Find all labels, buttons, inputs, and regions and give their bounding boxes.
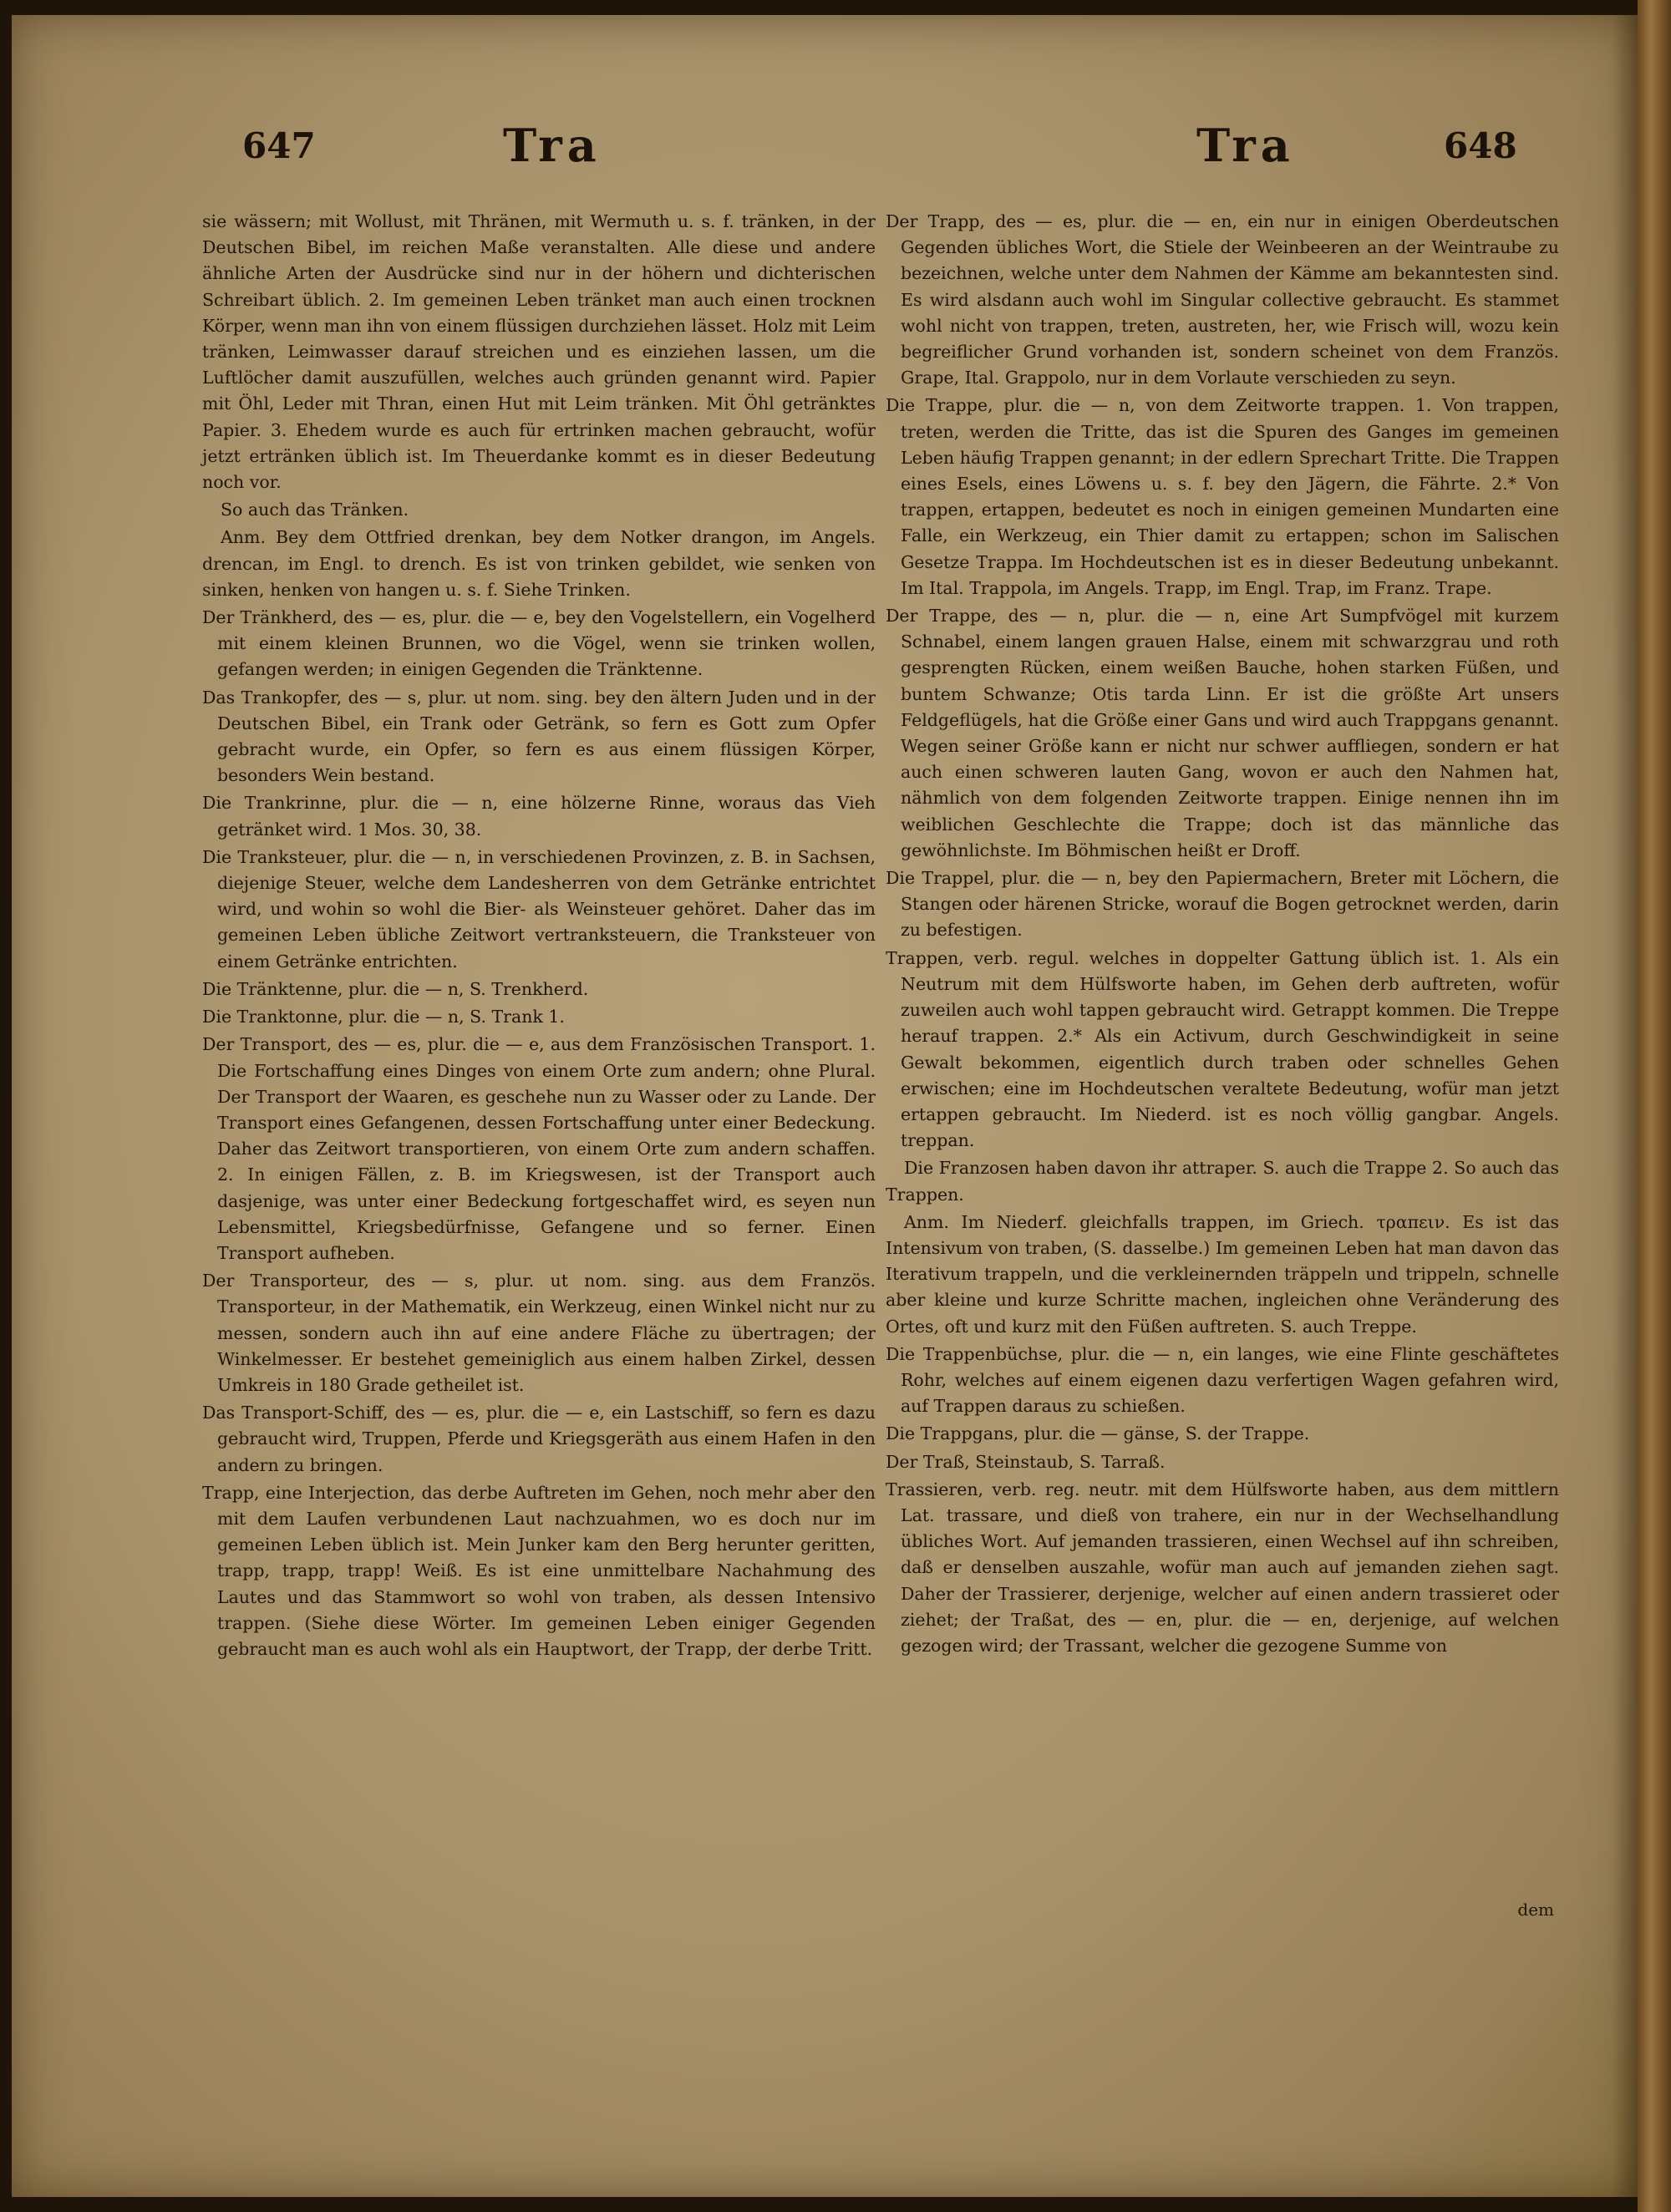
left-paragraph: So auch das Tränken.: [221, 500, 409, 520]
right-running-head: Tra: [1196, 119, 1295, 172]
dictionary-entry: Der Trappe, des — n, plur. die — n, eine Art Sumpfvögel mit kurzem Schnabel, einem langen grauen Halse, einem mit schwarzgrau und roth gesprengten Rücken, einem weißen Bauche, hohen starken Füßen, und buntem Schwanze; Otis tarda Linn. Er ist die größte Art unsers Feldgeflügels, hat die Größe einer Gans und wird auch Trappgans genannt. Wegen seiner Größe kann er nicht nur schwer auffliegen, sondern er hat auch einen schweren lauten Gang, wovon er auch den Nahmen hat, nähmlich von dem folgenden Zeitworte trappen. Einige nennen ihn im weiblichen Geschlechte die Trappe; doch ist das männliche das gewöhnlichste. Im Böhmischen heißt er Droff.: [886, 606, 1559, 860]
dictionary-entry: Die Trappenbüchse, plur. die — n, ein langes, wie eine Flinte geschäftetes Rohr, welches auf einem eigenen dazu verfertigen Wagen gefahren wird, auf Trappen daraus zu schießen.: [886, 1343, 1559, 1417]
gutter-shadow: [1613, 15, 1641, 2197]
dictionary-entry: Der Tränkherd, des — es, plur. die — e, bey den Vogelstellern, ein Vogelherd mit einem kleinen Brunnen, wo die Vögel, wenn sie trinken wollen, gefangen werden; in einigen Gegenden die Tränktenne.: [202, 607, 876, 680]
left-column: [202, 209, 876, 1664]
dictionary-entry: Die Tränktenne, plur. die — n, S. Trenkherd.: [202, 978, 589, 999]
right-column: [886, 209, 1559, 1661]
dictionary-entry: Trappen, verb. regul. welches in doppelter Gattung üblich ist. 1. Als ein Neutrum mit dem Hülfsworte haben, im Gehen derb auftreten, wofür zuweilen auch wohl tappen gebraucht wird. Getrappt kommen. Die Treppe herauf trappen. 2.* Als ein Activum, durch Geschwindigkeit in seine Gewalt bekommen, eigentlich durch traben oder schnelles Gehen erwischen; eine im Hochdeutschen veraltete Bedeutung, wofür man jetzt ertappen gebraucht. Im Niederd. ist es noch völlig gangbar. Angels. treppan.: [886, 947, 1559, 1151]
right-page-number: 648: [1444, 125, 1517, 166]
left-paragraph: sie wässern; mit Wollust, mit Thränen, mit Wermuth u. s. f. tränken, in der Deutschen Bibel, im reichen Maße veranstalten. Alle diese und andere ähnliche Arten der Ausdrücke sind nur in der höhern und dichterischen Schreibart üblich. 2. Im gemeinen Leben tränket man auch einen trocknen Körper, wenn man ihn von einem flüssigen durchziehen lässet. Holz mit Leim tränken, Leimwasser darauf streichen und es einziehen lassen, um die Luftlöcher damit auszufüllen, welches auch gründen genannt wird. Papier mit Öhl, Leder mit Thran, einen Hut mit Leim tränken. Mit Öhl getränktes Papier. 3. Ehedem wurde es auch für ertrinken machen gebraucht, wofür jetzt ertränken üblich ist. Im Theuerdanke kommt es in dieser Bedeutung noch vor.: [202, 211, 876, 493]
left-running-head: Tra: [503, 119, 602, 172]
dictionary-entry: Der Traß, Steinstaub, S. Tarraß.: [886, 1451, 1166, 1472]
left-paragraph: Anm. Bey dem Ottfried drenkan, bey dem Notker drangon, im Angels. drencan, im Engl. to drench. Es ist von trinken gebildet, wie senken von sinken, henken von hangen u. s. f. Siehe Trinken.: [202, 527, 876, 600]
dictionary-entry: Der Transporteur, des — s, plur. ut nom. sing. aus dem Französ. Transporteur, in der Mathematik, ein Werkzeug, einen Winkel nicht nur zu messen, sondern auch ihn auf eine andere Fläche zu übertragen; der Winkelmesser. Er bestehet gemeiniglich aus einem halben Zirkel, dessen Umkreis in 180 Grade getheilet ist.: [202, 1271, 876, 1395]
dictionary-entry: Die Tranksteuer, plur. die — n, in verschiedenen Provinzen, z. B. in Sachsen, diejenige Steuer, welche dem Landesherren von dem Getränke entrichtet wird, und wohin so wohl die Bier- als Weinsteuer gehöret. Daher das im gemeinen Leben übliche Zeitwort vertranksteuern, die Tranksteuer von einem Getränke entrichten.: [202, 846, 876, 972]
left-page-number: 647: [242, 125, 316, 166]
right-paragraph: Die Franzosen haben davon ihr attraper. S. auch die Trappe 2. So auch das Trappen.: [886, 1158, 1559, 1205]
dictionary-entry: Das Trankopfer, des — s, plur. ut nom. sing. bey den ältern Juden und in der Deutschen Bibel, ein Trank oder Getränk, so fern es Gott zum Opfer gebracht wurde, ein Opfer, so fern es aus einem flüssigen Körper, besonders Wein bestand.: [202, 687, 876, 786]
dictionary-entry: Das Transport-Schiff, des — es, plur. die — e, ein Lastschiff, so fern es dazu gebraucht wird, Truppen, Pferde und Kriegsgeräth aus einem Hafen in den andern zu bringen.: [202, 1403, 876, 1475]
dictionary-entry: Trassieren, verb. reg. neutr. mit dem Hülfsworte haben, aus dem mittlern Lat. trassare, und dieß von trahere, ein nur in der Wechselhandlung übliches Wort. Auf jemanden trassieren, einen Wechsel auf ihn schreiben, daß er denselben auszahle, wofür man auch auf jemanden ziehen sagt. Daher der Trassierer, derjenige, welcher auf einen andern trassieret oder ziehet; der Traßat, des — en, plur. die — en, derjenige, auf welchen gezogen wird; der Trassant, welcher die gezogene Summe von: [886, 1479, 1559, 1656]
dictionary-entry: Die Tranktonne, plur. die — n, S. Trank 1.: [202, 1007, 565, 1027]
dictionary-entry: Die Trappgans, plur. die — gänse, S. der Trappe.: [886, 1423, 1310, 1444]
dictionary-entry: Der Transport, des — es, plur. die — e, aus dem Französischen Transport. 1. Die Fortschaffung eines Dinges von einem Orte zum andern; ohne Plural. Der Transport der Waaren, es geschehe nun zu Wasser oder zu Lande. Der Transport eines Gefangenen, dessen Fortschaffung unter einer Bedeckung. Daher das Zeitwort transportieren, von einem Orte zum andern schaffen. 2. In einigen Fällen, z. B. im Kriegswesen, ist der Transport auch dasjenige, was unter einer Bedeckung fortgeschaffet wird, es seyen nun Lebensmittel, Kriegsbedürfnisse, Gefangene und so ferner. Einen Transport aufheben.: [202, 1034, 876, 1263]
book-spine: [1638, 0, 1671, 2212]
dictionary-entry: Trapp, eine Interjection, das derbe Auftreten im Gehen, noch mehr aber den mit dem Laufen verbundenen Laut nachzuahmen, wo es doch nur im gemeinen Leben üblich ist. Mein Junker kam den Berg herunter geritten, trapp, trapp, trapp! Weiß. Es ist eine unmittelbare Nachahmung des Lautes und das Stammwort so wohl von traben, als dessen Intensivo trappen. (Siehe diese Wörter. Im gemeinen Leben einiger Gegenden gebraucht man es auch wohl als ein Hauptwort, der Trapp, der derbe Tritt.: [202, 1482, 876, 1659]
catchword: dem: [1517, 1900, 1554, 1920]
right-paragraph: Anm. Im Niederf. gleichfalls trappen, im Griech. τραπειν. Es ist das Intensivum von traben, (S. dasselbe.) Im gemeinen Leben hat man davon das Iterativum trappeln, und die verkleinernden träppeln und trippeln, schnelle aber kleine und kurze Schritte machen, ingleichen ohne Veränderung des Ortes, oft und kurz mit den Füßen auftreten. S. auch Treppe.: [886, 1211, 1559, 1337]
dictionary-entry: Die Trappel, plur. die — n, bey den Papiermachern, Breter mit Löchern, die Stangen oder härenen Stricke, worauf die Bogen getrocknet werden, darin zu befestigen.: [886, 868, 1559, 941]
dictionary-entry: Die Trappe, plur. die — n, von dem Zeitworte trappen. 1. Von trappen, treten, werden die Tritte, das ist die Spuren des Ganges im gemeinen Leben häufig Trappen genannt; in der edlern Sprechart Tritte. Die Trappen eines Esels, eines Löwens u. s. f. bey den Jägern, die Fährte. 2.* Von trappen, ertappen, bedeutet es noch in einigen gemeinen Mundarten eine Falle, ein Werkzeug, ein Thier damit zu ertappen; schon im Salischen Gesetze Trappa. Im Hochdeutschen ist es in dieser Bedeutung unbekannt. Im Ital. Trappola, im Angels. Trapp, im Engl. Trap, im Franz. Trape.: [886, 395, 1559, 598]
dictionary-entry: Der Trapp, des — es, plur. die — en, ein nur in einigen Oberdeutschen Gegenden übliches Wort, die Stiele der Weinbeeren an der Weintraube zu bezeichnen, welche unter dem Nahmen der Kämme am bekanntesten sind. Es wird alsdann auch wohl im Singular collective gebraucht. Es stammet wohl nicht von trappen, treten, austreten, her, wie Frisch will, wozu kein begreiflicher Grund vorhanden ist, sondern scheinet von dem Französ. Grape, Ital. Grappolo, nur in dem Vorlaute verschieden zu seyn.: [886, 211, 1559, 388]
dictionary-entry: Die Trankrinne, plur. die — n, eine hölzerne Rinne, woraus das Vieh getränket wird. 1 Mos. 30, 38.: [202, 793, 876, 840]
